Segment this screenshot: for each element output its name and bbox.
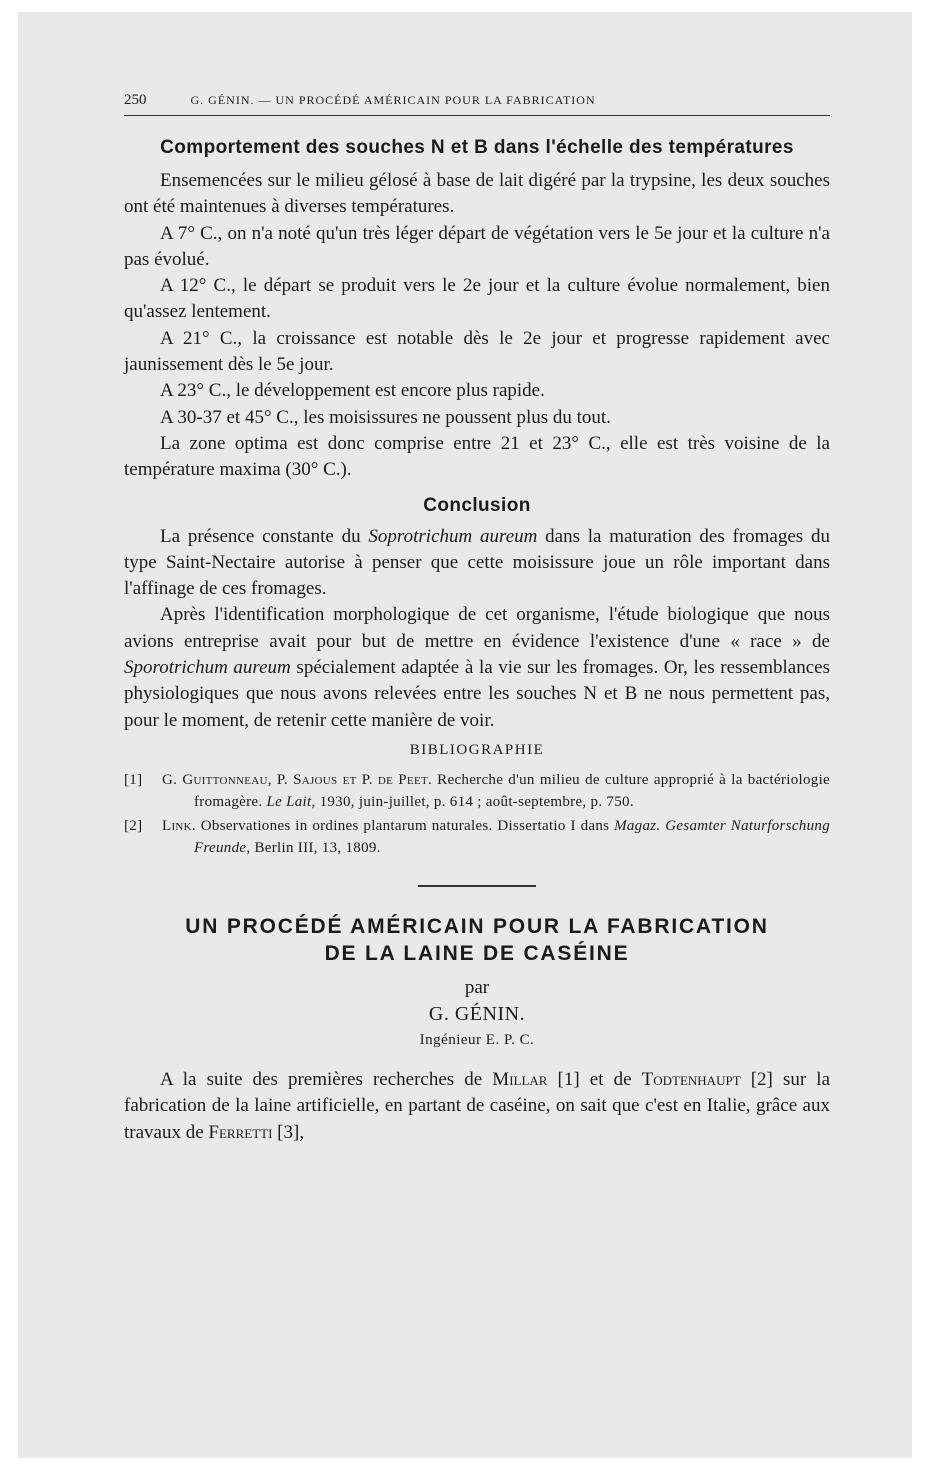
author-affiliation: Ingénieur E. P. C. xyxy=(419,1031,535,1048)
intro-paragraph: A la suite des premières recherches de Millar [1] et de Todtenhaupt [2] sur la fabrication de la laine artificielle, en partant de caséine, on sait que c'est en Italie, grâce aux travaux de Ferretti [3], xyxy=(124,1068,830,1143)
paragraph: A 21° C., la croissance est notable dès le 2e jour et progresse rapidement avec jaunissement dès le 5e jour. xyxy=(124,327,830,376)
byline-par: par xyxy=(464,976,490,998)
paragraph: A 30-37 et 45° C., les moisissures ne poussent plus du tout. xyxy=(160,406,611,428)
conclusion-paragraph: La présence constante du Soprotrichum aureum dans la maturation des fromages du type Saint-Nectaire autorise à penser que cette moisissure joue un rôle important dans l'affinage de ces fromages. xyxy=(124,525,830,600)
paragraph: La zone optima est donc comprise entre 21 et 23° C., elle est très voisine de la température maxima (30° C.). xyxy=(124,432,830,481)
reference-item: [1] G. Guittonneau, P. Sajous et P. de Peet. Recherche d'un milieu de culture approprié à la bactériologie fromagère. Le Lait, 1930, juin-juillet, p. 614 ; août-septembre, p. 750. xyxy=(124,771,830,810)
paragraph: A 23° C., le développement est encore plus rapide. xyxy=(160,380,545,402)
conclusion-title: Conclusion xyxy=(423,494,531,516)
page-content xyxy=(124,92,830,1146)
section-title: Comportement des souches N et B dans l'échelle des températures xyxy=(160,137,794,158)
article-title: UN PROCÉDÉ AMÉRICAIN POUR LA FABRICATION DE LA LAINE DE CASÉINE xyxy=(185,914,769,965)
paragraph: A 7° C., on n'a noté qu'un très léger départ de végétation vers le 5e jour et la culture n'a pas évolué. xyxy=(124,222,830,270)
conclusion-paragraph: Après l'identification morphologique de cet organisme, l'étude biologique que nous avions entreprise avait pour but de mettre en évidence l'existence d'une « race » de Sporotrichum aureum spécialement adaptée à la vie sur les fromages. Or, les ressemblances physiologiques que nous avons relevées entre les souches N et B ne nous permettent pas, pour le moment, de retenir cette manière de voir. xyxy=(124,604,830,731)
author-name: G. GÉNIN. xyxy=(428,1002,526,1025)
reference-item: [2] Link. Observationes in ordines plantarum naturales. Dissertatio I dans Magaz. Gesamter Naturforschung Freunde, Berlin III, 13, 1809. xyxy=(124,817,830,856)
section-divider xyxy=(418,885,536,887)
paragraph: Ensemencées sur le milieu gélosé à base de lait digéré par la trypsine, les deux souches ont été maintenues à diverses températures. xyxy=(124,170,830,218)
page-number: 250 xyxy=(124,92,147,108)
paragraph: A 12° C., le départ se produit vers le 2e jour et la culture évolue normalement, bien qu'assez lentement. xyxy=(124,275,830,323)
running-head-text: G. GÉNIN. — UN PROCÉDÉ AMÉRICAIN POUR LA FABRICATION xyxy=(190,93,596,107)
running-head xyxy=(124,92,830,116)
bibliography-title: BIBLIOGRAPHIE xyxy=(409,741,545,758)
